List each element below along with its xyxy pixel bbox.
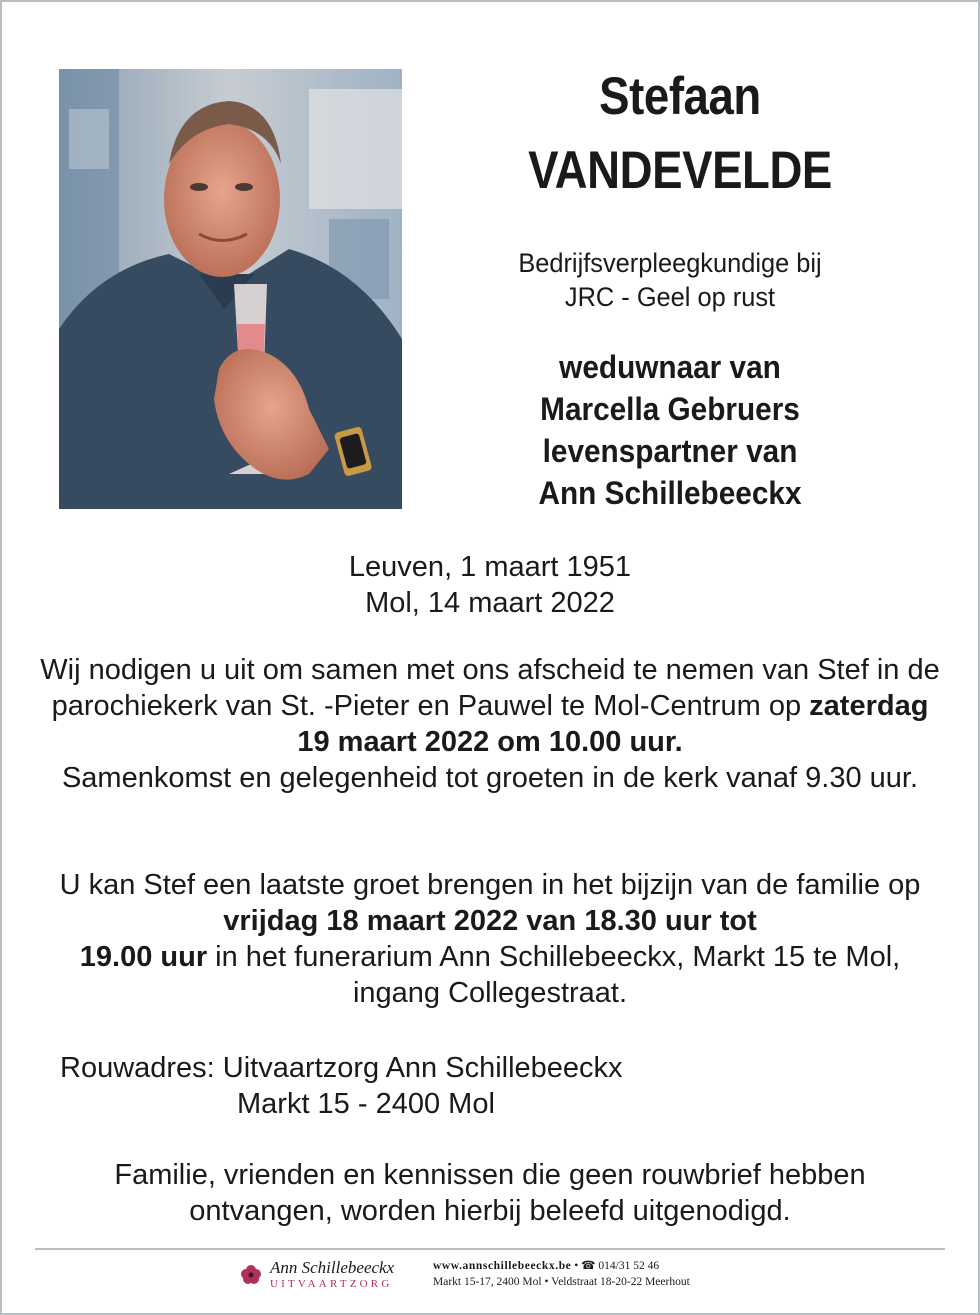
funeral-date-time: zaterdag 19 maart 2022 om 10.00 uur.: [297, 690, 929, 758]
relation-line: Marcella Gebruers: [540, 391, 800, 427]
separator: •: [574, 1260, 582, 1272]
logo-tagline: UITVAARTZORG: [270, 1278, 393, 1290]
website-link[interactable]: www.annschillebeeckx.be: [433, 1260, 572, 1272]
phone-number: 014/31 52 46: [598, 1260, 660, 1272]
closing-note: [40, 1157, 940, 1229]
footer-addresses: Markt 15-17, 2400 Mol • Veldstraat 18-20-22 Meerhout: [433, 1276, 690, 1288]
closing-line: ontvangen, worden hierbij beleefd uitgenodigd.: [189, 1195, 791, 1227]
logo-name: Ann Schillebeeckx: [270, 1258, 395, 1277]
footer-divider: [35, 1248, 945, 1250]
visitation-invitation: [40, 867, 940, 1011]
mourning-address-line2: Markt 15 - 2400 Mol: [237, 1088, 495, 1120]
poppy-flower-icon: [238, 1260, 264, 1290]
relation-line: Ann Schillebeeckx: [538, 475, 802, 511]
death-date: Mol, 14 maart 2022: [365, 587, 615, 619]
visitation-date-time: vrijdag 18 maart 2022 van 18.30 uur tot: [223, 905, 757, 937]
visitation-location: in het funerarium Ann Schillebeeckx, Markt 15 te Mol, ingang Collegestraat.: [207, 941, 901, 1009]
occupation-line: Bedrijfsverpleegkundige bij: [518, 248, 822, 278]
visitation-text: U kan Stef een laatste groet brengen in het bijzijn van de familie op: [59, 869, 921, 901]
portrait-photo: [59, 69, 402, 509]
closing-line: Familie, vrienden en kennissen die geen rouwbrief hebben: [114, 1159, 866, 1191]
phone-icon: ☎: [581, 1260, 596, 1272]
mourning-address-line1: Rouwadres: Uitvaartzorg Ann Schillebeeckx: [60, 1052, 623, 1084]
relation-line: weduwnaar van: [559, 349, 781, 385]
funeral-text: Wij nodigen u uit om samen met ons afscheid te nemen van Stef in de parochiekerk van St. -Pieter en Pauwel te Mol-Centrum op: [40, 654, 940, 722]
deceased-last-name: VANDEVELDE: [528, 141, 832, 200]
visitation-end-time: 19.00 uur: [79, 941, 208, 973]
mourning-address: [60, 1050, 623, 1122]
birth-date: Leuven, 1 maart 1951: [348, 551, 632, 583]
footer-contact: [433, 1258, 690, 1290]
relation-line: levenspartner van: [542, 433, 798, 469]
funeral-home-logo: [238, 1258, 428, 1294]
occupation-line: JRC - Geel op rust: [564, 282, 776, 312]
relations: [484, 346, 856, 514]
funeral-invitation: [40, 652, 940, 796]
deceased-first-name: Stefaan: [599, 67, 761, 126]
life-dates: [290, 549, 690, 621]
gathering-text: Samenkomst en gelegenheid tot groeten in de kerk vanaf 9.30 uur.: [61, 762, 919, 794]
occupation: [482, 246, 858, 314]
